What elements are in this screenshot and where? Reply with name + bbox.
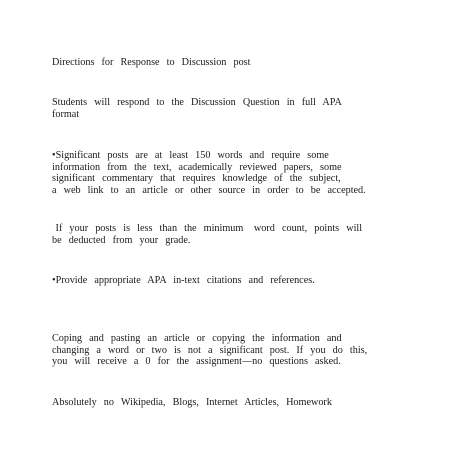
paragraph-citations: •Provide appropriate APA in-text citations and references. xyxy=(52,275,315,286)
paragraph-significant-posts: •Significant posts are at least 150 words and require some information from the text, academically reviewed papers, some significant commentary that requires knowledge of the subject, a web link to an article or other source in order to be accepted. xyxy=(52,150,366,196)
paragraph-plagiarism: Coping and pasting an article or copying the information and changing a word or two is not a significant post. If you do this, you will receive a 0 for the assignment—no questions asked. xyxy=(52,333,368,367)
document-heading: Directions for Response to Discussion post xyxy=(52,57,251,68)
paragraph-prohibited-sources: Absolutely no Wikipedia, Blogs, Internet Articles, Homework xyxy=(52,397,332,408)
paragraph-apa-format: Students will respond to the Discussion Question in full APA format xyxy=(52,97,342,120)
paragraph-word-count: If your posts is less than the minimum word count, points will be deducted from your grade. xyxy=(52,223,363,246)
